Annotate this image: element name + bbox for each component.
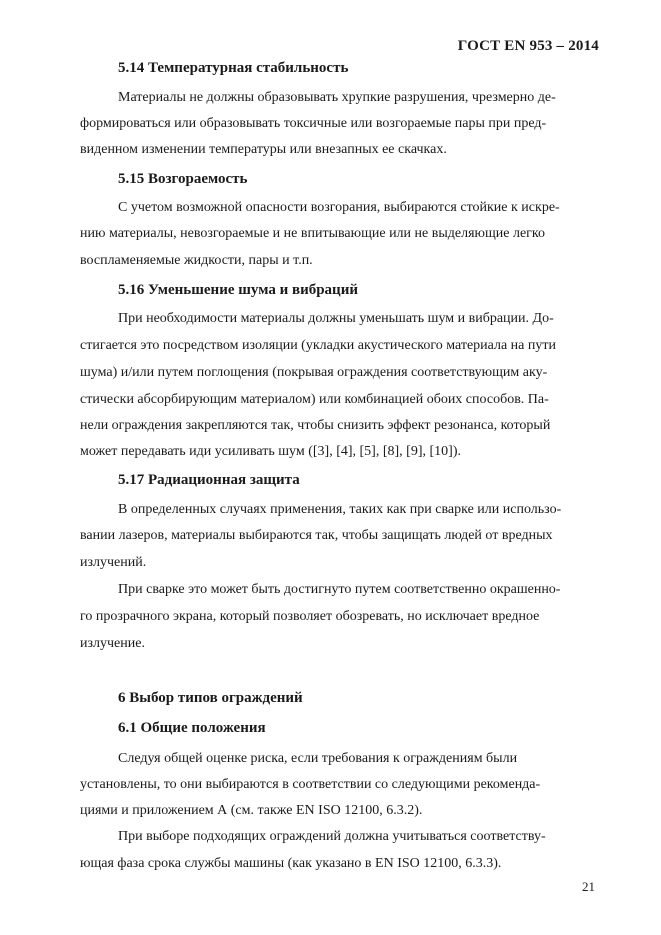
paragraph-line: стически абсорбирующим материалом) или комбинацией обоих способов. Па- xyxy=(80,392,549,407)
section-heading: 5.17 Радиационная защита xyxy=(118,472,300,488)
paragraph-line: В определенных случаях применения, таких как при сварке или использо- xyxy=(118,502,562,517)
paragraph-line: Следуя общей оценке риска, если требования к ограждениям были xyxy=(118,751,518,766)
paragraph-line: При выборе подходящих ограждений должна учитываться соответству- xyxy=(118,829,546,844)
paragraph-line: воспламеняемые жидкости, пары и т.п. xyxy=(80,253,313,268)
paragraph-line: циями и приложением А (см. также EN ISO 12100, 6.3.2). xyxy=(80,803,423,818)
chapter-heading: 6 Выбор типов ограждений xyxy=(118,690,303,706)
page-number: 21 xyxy=(582,879,595,894)
paragraph-line: излучение. xyxy=(80,636,145,651)
paragraph-line: формироваться или образовывать токсичные или возгораемые пары при пред- xyxy=(80,116,547,131)
paragraph-line: При сварке это может быть достигнуто путем соответственно окрашенно- xyxy=(118,582,561,597)
section-heading: 6.1 Общие положения xyxy=(118,720,266,736)
document-header: ГОСТ EN 953 – 2014 xyxy=(457,38,599,54)
paragraph-line: установлены, то они выбираются в соответствии со следующими рекоменда- xyxy=(80,777,541,792)
paragraph-line: может передавать иди усиливать шум ([3], [4], [5], [8], [9], [10]). xyxy=(80,444,461,459)
paragraph-line: С учетом возможной опасности возгорания, выбираются стойкие к искре- xyxy=(118,200,560,215)
paragraph-line: вании лазеров, материалы выбираются так, чтобы защищать людей от вредных xyxy=(80,528,553,543)
section-heading: 5.14 Температурная стабильность xyxy=(118,60,349,76)
paragraph-line: нели ограждения закрепляются так, чтобы снизить эффект резонанса, который xyxy=(80,418,551,433)
paragraph-line: ющая фаза срока службы машины (как указано в EN ISO 12100, 6.3.3). xyxy=(80,856,502,871)
section-heading: 5.16 Уменьшение шума и вибраций xyxy=(118,282,358,298)
paragraph-line: При необходимости материалы должны уменьшать шум и вибрации. До- xyxy=(118,311,554,326)
paragraph-line: шума) и/или путем поглощения (покрывая ограждения соответствующим аку- xyxy=(80,365,548,380)
paragraph-line: излучений. xyxy=(80,555,147,570)
paragraph-line: виденном изменении температуры или внезапных ее скачках. xyxy=(80,142,447,157)
paragraph-line: стигается это посредством изоляции (укладки акустического материала на пути xyxy=(80,338,556,353)
paragraph-line: Материалы не должны образовывать хрупкие разрушения, чрезмерно де- xyxy=(118,90,556,105)
section-heading: 5.15 Возгораемость xyxy=(118,171,248,187)
paragraph-line: нию материалы, невозгораемые и не впитывающие или не выделяющие легко xyxy=(80,226,546,241)
paragraph-line: го прозрачного экрана, который позволяет обозревать, но исключает вредное xyxy=(80,609,540,624)
